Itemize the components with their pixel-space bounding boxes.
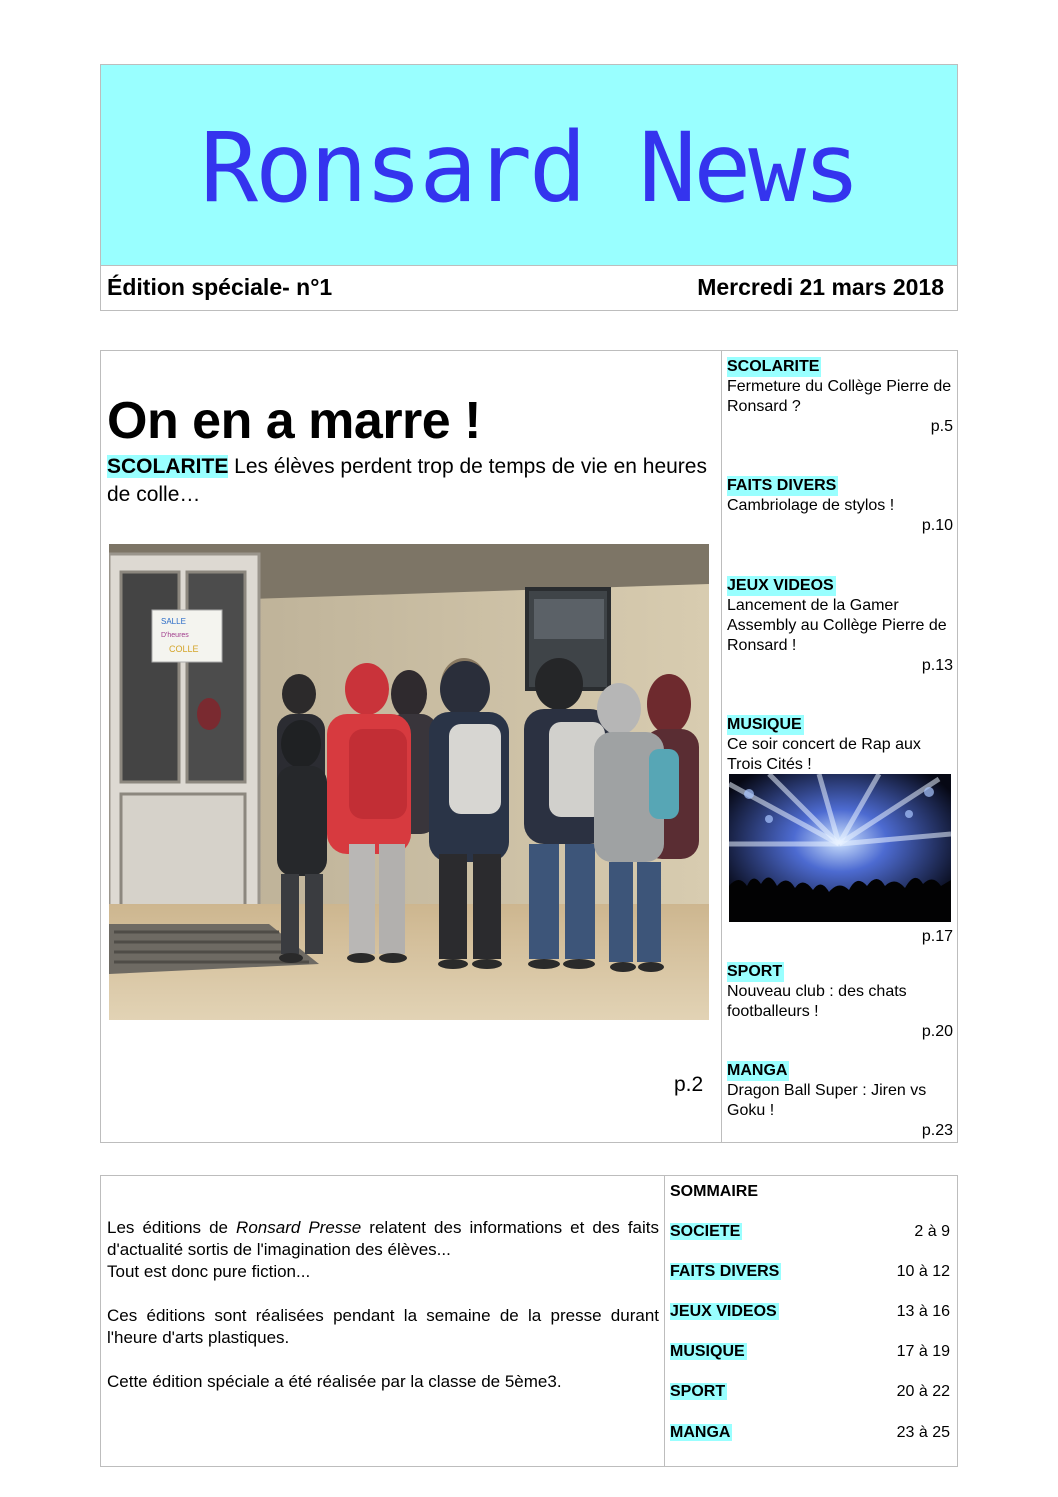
concert-lights-illustration: [729, 774, 951, 922]
teaser-scolarite[interactable]: [727, 357, 953, 437]
newspaper-title: Ronsard News: [200, 112, 858, 224]
editorial-paragraph-3: Ces éditions sont réalisées pendant la semaine de la presse durant l'heure d'arts plastiques.: [107, 1306, 659, 1347]
summary-pages: 17 à 19: [896, 1343, 950, 1360]
teaser-page: p.13: [921, 657, 953, 674]
summary-pages: 10 à 12: [896, 1263, 950, 1280]
teaser-text: Nouveau club : des chats footballeurs !: [727, 983, 907, 1020]
door-sign: [152, 610, 222, 662]
door-sign-line-2: D'heures: [161, 632, 189, 639]
teaser-text: Cambriolage de stylos !: [727, 497, 895, 514]
lead-headline: On en a marre !: [107, 392, 481, 450]
editorial-text: relatent des informations et des faits d'actualité sortis de l'imagination des élèves...: [107, 1218, 659, 1259]
summary-item[interactable]: [670, 1223, 950, 1245]
lead-text: Les élèves perdent trop de temps de vie en heures de colle…: [107, 455, 707, 506]
teaser-page: p.17: [921, 928, 953, 945]
summary-category: MANGA: [670, 1424, 731, 1441]
teaser-category: MANGA: [727, 1062, 788, 1079]
front-page: [100, 350, 958, 1143]
teaser-text: Dragon Ball Super : Jiren vs Goku !: [727, 1082, 927, 1119]
students-queue-illustration: [109, 544, 709, 1020]
editorial-text: Les éditions de: [107, 1218, 237, 1237]
teaser-jeux-videos[interactable]: [727, 576, 953, 676]
lead-page-ref: p.2: [674, 1073, 704, 1096]
teaser-category: SCOLARITE: [727, 358, 820, 375]
summary-pages: 23 à 25: [896, 1424, 950, 1441]
publisher-name: Ronsard Presse: [236, 1218, 362, 1237]
info-box: [100, 1175, 958, 1467]
summary-title: SOMMAIRE: [670, 1183, 758, 1200]
teaser-category: FAITS DIVERS: [727, 477, 837, 494]
editorial-paragraph-1: [107, 1217, 659, 1261]
info-divider: [664, 1176, 665, 1466]
summary-item[interactable]: [670, 1383, 950, 1405]
column-divider: [721, 351, 722, 1142]
summary-pages: 2 à 9: [914, 1223, 950, 1240]
masthead-banner: [101, 65, 957, 266]
editorial-paragraph-2: Tout est donc pure fiction...: [107, 1262, 311, 1281]
masthead: [100, 64, 958, 311]
teaser-category: MUSIQUE: [727, 716, 802, 733]
summary-category: SPORT: [670, 1383, 726, 1400]
concert-photo: [729, 774, 951, 922]
summary-item[interactable]: [670, 1424, 950, 1446]
teaser-manga[interactable]: [727, 1061, 953, 1141]
door-sign-line-3: COLLE: [169, 644, 199, 654]
teaser-sport[interactable]: [727, 962, 953, 1042]
summary-category: SOCIETE: [670, 1223, 741, 1240]
summary-category: JEUX VIDEOS: [670, 1303, 777, 1320]
teaser-page: p.20: [921, 1023, 953, 1040]
summary-category: FAITS DIVERS: [670, 1263, 780, 1280]
teaser-text: Lancement de la Gamer Assembly au Collège Pierre de Ronsard !: [727, 597, 947, 654]
teaser-page: p.5: [930, 418, 953, 435]
summary-item[interactable]: [670, 1343, 950, 1365]
teaser-category: SPORT: [727, 963, 783, 980]
edition-label: Édition spéciale- n°1: [107, 274, 333, 300]
editorial-paragraph-4: Cette édition spéciale a été réalisée par la classe de 5ème3.: [107, 1372, 562, 1391]
door-sign-line-1: SALLE: [161, 617, 186, 626]
teaser-text: Fermeture du Collège Pierre de Ronsard ?: [727, 378, 952, 415]
lead-summary: [107, 453, 707, 509]
summary-item[interactable]: [670, 1263, 950, 1285]
lead-category-badge: SCOLARITE: [107, 455, 229, 478]
lead-photo: [109, 544, 709, 1020]
summary-category: MUSIQUE: [670, 1343, 745, 1360]
summary-pages: 13 à 16: [896, 1303, 950, 1320]
issue-date: Mercredi 21 mars 2018: [697, 274, 944, 300]
summary-item[interactable]: [670, 1303, 950, 1325]
teaser-page: p.10: [921, 517, 953, 534]
teaser-page: p.23: [921, 1122, 953, 1139]
teaser-category: JEUX VIDEOS: [727, 577, 834, 594]
teaser-text: Ce soir concert de Rap aux Trois Cités !: [727, 736, 921, 773]
summary-pages: 20 à 22: [896, 1383, 950, 1400]
editorial-note: [107, 1217, 659, 1393]
teaser-faits-divers[interactable]: [727, 476, 953, 536]
